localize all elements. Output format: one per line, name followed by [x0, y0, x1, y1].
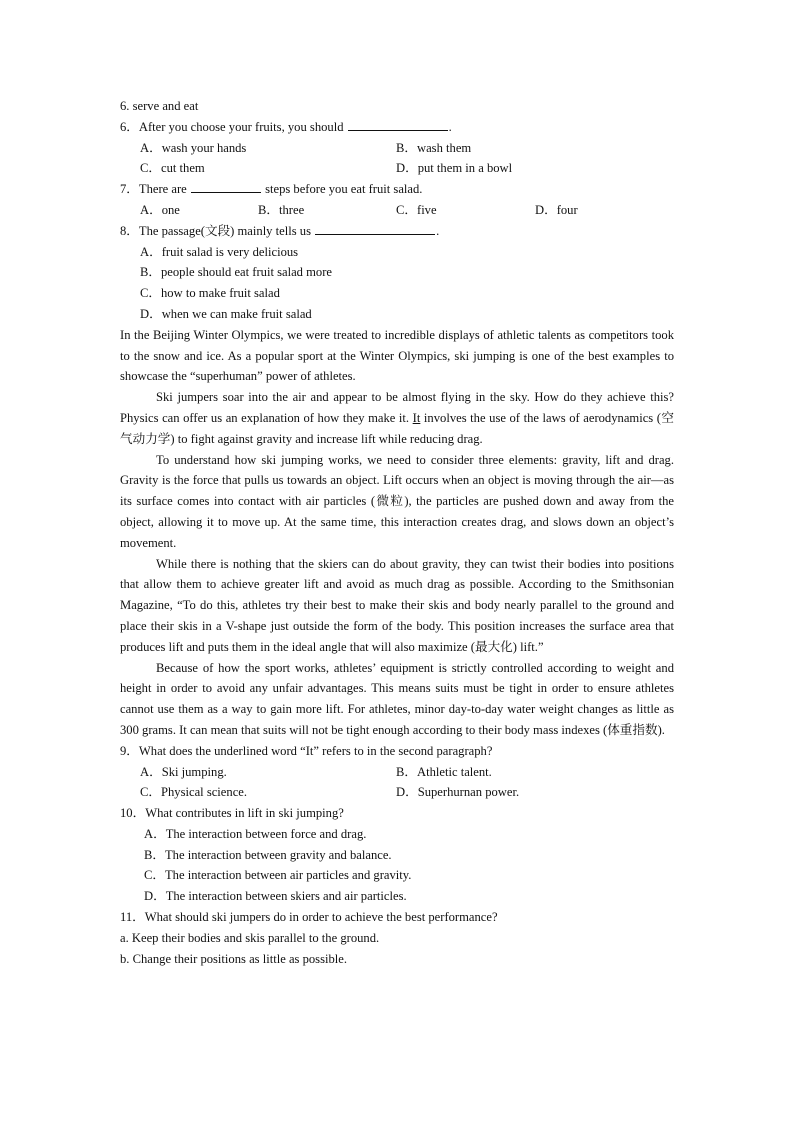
question-7-stem-end: steps before you eat fruit salad. [261, 182, 423, 197]
question-11-item-a: a. Keep their bodies and skis parallel to the ground. [120, 930, 380, 945]
question-8-stem-text: 8．The passage(文段) mainly tells us [120, 223, 315, 238]
paragraph-2-text-end: involves the use of the laws of aerodynamics (空气动力学) to fight against gravity and increase lift while reducing drag. [120, 410, 674, 446]
option-b[interactable]: B．The interaction between gravity and balance. [144, 847, 392, 862]
option-d[interactable]: D．Superhurnan power. [396, 785, 520, 800]
option-b[interactable]: B．wash them [396, 140, 472, 155]
question-10-stem: 10．What contributes in lift in ski jumping? [120, 806, 344, 821]
option-c[interactable]: C．Physical science. [140, 785, 248, 800]
question-11-item-b: b. Change their positions as little as possible. [120, 951, 348, 966]
question-6-stem-text: 6．After you choose your fruits, you should [120, 119, 347, 134]
option-d[interactable]: D．The interaction between skiers and air particles. [144, 889, 407, 904]
question-6-stem [120, 117, 674, 138]
option-c[interactable]: C．cut them [140, 161, 205, 176]
step-line: 6. serve and eat [120, 99, 199, 113]
answer-blank [191, 179, 261, 193]
paragraph-2-text-start: Ski jumpers soar into the air and appear to be almost flying in the sky. How do they achieve this? Physics can offer us an explanation of how they make it. [120, 390, 674, 425]
answer-blank [348, 117, 448, 131]
option-a[interactable]: A．Ski jumping. [140, 764, 227, 779]
option-a[interactable]: A．wash your hands [140, 140, 247, 155]
question-7-stem-text: 7．There are [120, 182, 190, 197]
question-8-stem-end: . [436, 223, 440, 238]
option-d[interactable]: D．when we can make fruit salad [140, 306, 312, 321]
question-8-stem [120, 221, 674, 242]
question-7-stem [120, 179, 674, 200]
question-9-options-row-1 [120, 762, 674, 783]
passage-paragraph-4: While there is nothing that the skiers can do about gravity, they can twist their bodies into positions that allow them to achieve greater lift and avoid as much drag as possible. According to the Smithsonian Magazine, “To do this, athletes try their best to make their skis and body nearly parallel to the ground and place their skis in a V-shape just outside the form of the body. This position increases the surface area that produces lift and puts them in the ideal angle that will also maximize (最大化) lift.” [120, 556, 674, 654]
question-6-options-row-1 [120, 138, 674, 159]
option-c[interactable]: C．five [396, 202, 437, 217]
passage-paragraph-2 [120, 387, 674, 449]
underlined-word-it: It [412, 410, 421, 425]
option-a[interactable]: A．one [140, 202, 180, 217]
answer-blank [315, 221, 435, 235]
passage-paragraph-3: To understand how ski jumping works, we need to consider three elements: gravity, lift and drag. Gravity is the force that pulls us towards an object. Lift occurs when an object is moving through the air—as its surface comes into contact with air particles (微粒), the particles are pushed down and away from the object, allowing it to move up. At the same time, this interaction creates drag, and slows down an object’s movement. [120, 452, 674, 550]
question-6-options-row-2 [120, 158, 674, 179]
option-b[interactable]: B．three [258, 202, 305, 217]
option-a[interactable]: A．The interaction between force and drag. [144, 826, 367, 841]
option-b[interactable]: B．Athletic talent. [396, 764, 492, 779]
question-7-options [120, 200, 674, 221]
question-9-stem: 9．What does the underlined word “It” refers to in the second paragraph? [120, 743, 493, 758]
option-c[interactable]: C．how to make fruit salad [140, 286, 280, 301]
option-d[interactable]: D．put them in a bowl [396, 161, 513, 176]
option-a[interactable]: A．fruit salad is very delicious [140, 244, 299, 259]
option-c[interactable]: C．The interaction between air particles and gravity. [144, 868, 412, 883]
question-9-options-row-2 [120, 782, 674, 803]
option-b[interactable]: B．people should eat fruit salad more [140, 265, 333, 280]
option-d[interactable]: D．four [535, 202, 578, 217]
document-page [120, 96, 674, 969]
passage-paragraph-1: In the Beijing Winter Olympics, we were treated to incredible displays of athletic talents as competitors took to the snow and ice. As a popular sport at the Winter Olympics, ski jumping is one of the best examples to showcase the “superhuman” power of athletes. [120, 327, 674, 384]
passage-paragraph-5: Because of how the sport works, athletes’ equipment is strictly controlled according to weight and height in order to avoid any unfair advantages. This means suits must be tight in order to ensure athletes cannot use them as a way to gain more lift. For athletes, minor day-to-day water weight changes as little as 300 grams. It can mean that suits will not be tight enough according to their body mass indexes (体重指数). [120, 660, 674, 737]
question-6-stem-end: . [448, 119, 452, 134]
question-11-stem: 11．What should ski jumpers do in order to achieve the best performance? [120, 910, 498, 925]
